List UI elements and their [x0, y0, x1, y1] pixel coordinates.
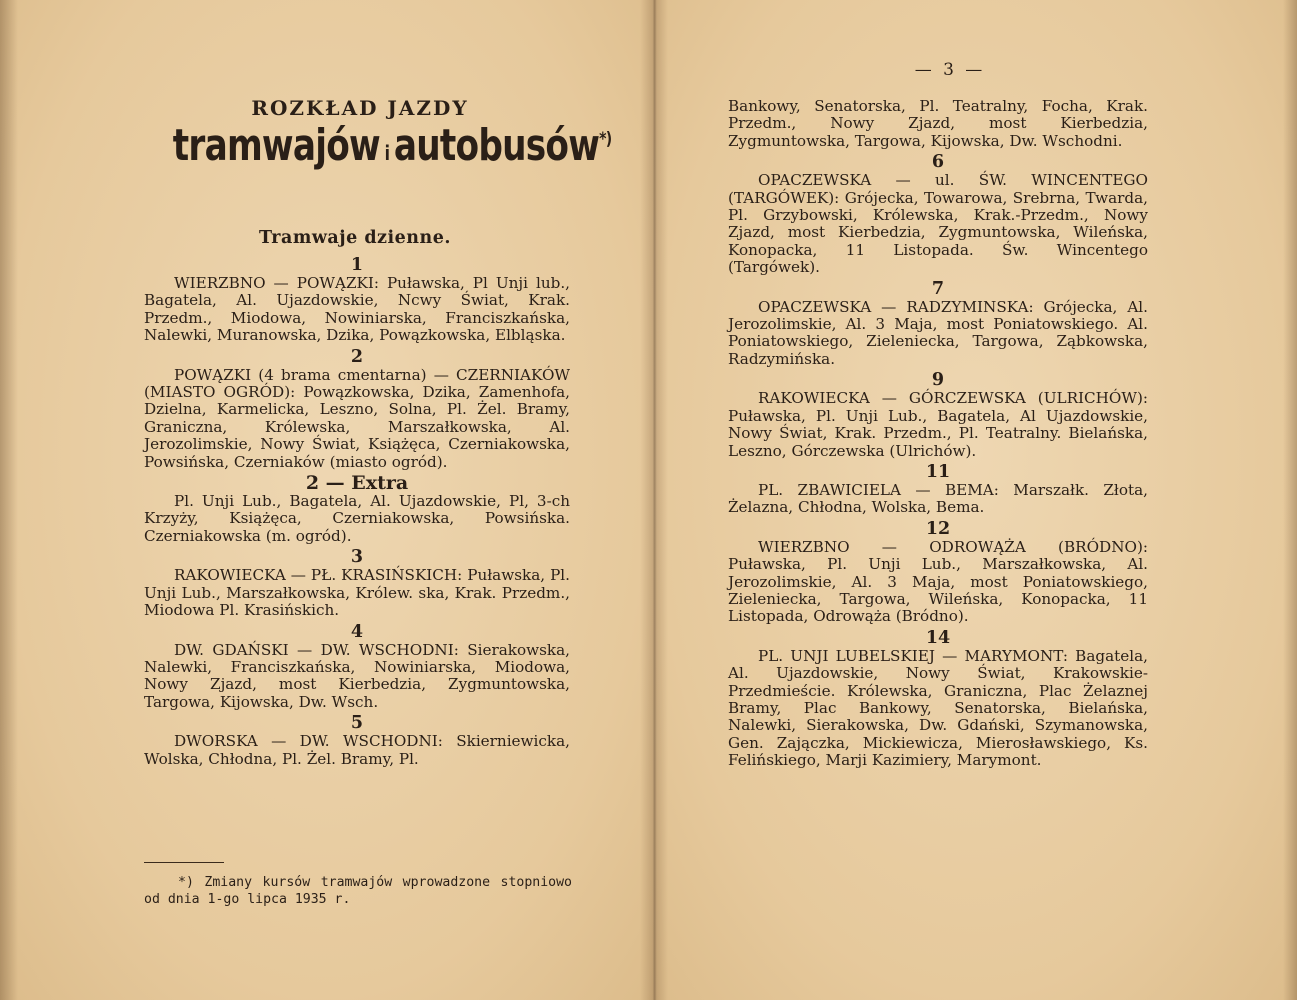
route-description: OPACZEWSKA — RADZYMINSKA: Grójecka, Al. Jerozolimskie, Al. 3 Maja, most Poniatowskiego. Al. Poniatowskiego, Zieleniecka, Targowa, Ząbkowska, Radzymińska. — [728, 297, 1148, 368]
title-word-buses: autobusów — [393, 120, 600, 171]
page-number: — 3 — — [914, 60, 986, 80]
route-number: 2 — Extra — [305, 472, 409, 495]
title-small: ROZKŁAD JAZDY — [251, 96, 469, 120]
route-number: 9 — [931, 370, 945, 391]
route-description: WIERZBNO — ODROWĄŻA (BRÓDNO): Puławska, Pl. Unji Lub., Marszałkowska, Al. Jerozolimskie, Al. 3 Maja, most Poniatowskiego, Zieleniecka, Targowa, Wileńska, Konopacka, 11 Listopada, Odrowąża (Bródno). — [728, 537, 1148, 626]
route-number: 3 — [350, 547, 364, 568]
page-edge-shadow — [0, 0, 18, 1000]
route-description: PL. UNJI LUBELSKIEJ — MARYMONT: Bagatela, Al. Ujazdowskie, Nowy Świat, Krakowskie-Przedmieście. Królewska, Graniczna, Plac Żelaznej Bramy, Plac Bankowy, Senatorska, Bielańska, Nalewki, Sierakowska, Dw. Gdański, Szymanowska, Gen. Zajączka, Mickiewicza, Mierosławskiego, Ks. Felińskiego, Marji Kazimiery, Marymont. — [728, 646, 1148, 770]
section-heading: Tramwaje dzienne. — [259, 228, 451, 248]
right-route-column — [728, 98, 1148, 773]
route-number: 1 — [350, 255, 364, 275]
left-route-column — [144, 256, 570, 771]
route-description: Pl. Unji Lub., Bagatela, Al. Ujazdowskie, Pl, 3-ch Krzyży, Książęca, Czerniakowska, Powsińska. Czerniakowska (m. ogród). — [144, 492, 570, 545]
route-description: DWORSKA — DW. WSCHODNI: Skierniewicka, Wolska, Chłodna, Pl. Żel. Bramy, Pl. — [144, 732, 570, 768]
route-number: 12 — [925, 518, 951, 539]
route-description: OPACZEWSKA — ul. ŚW. WINCENTEGO (TARGÓWEK): Grójecka, Towarowa, Srebrna, Twarda, Pl. Grzybowski, Królewska, Krak.-Przedm., Nowy Zjazd, most Kierbedzia, Zygmuntowska, Wileńska, Konopacka, 11 Listopada. Św. Wincentego (Targówek). — [728, 171, 1148, 277]
page-edge-shadow — [1283, 0, 1297, 1000]
route-number: 6 — [931, 152, 945, 173]
route-description: RAKOWIECKA — GÓRCZEWSKA (ULRICHÓW): Puławska, Pl. Unji Lub., Bagatela, Al Ujazdowskie, Nowy Świat, Krak. Przedm., Pl. Teatralny. Bielańska, Leszno, Górczewska (Ulrichów). — [728, 389, 1148, 460]
route-number: 7 — [931, 278, 945, 299]
route-number: 4 — [350, 621, 364, 642]
route-number: 14 — [925, 627, 951, 648]
route-description: PL. ZBAWICIELA — BEMA: Marszałk. Złota, Żelazna, Chłodna, Wolska, Bema. — [728, 480, 1148, 517]
route-description: RAKOWIECKA — PŁ. KRASIŃSKICH: Puławska, Pl. Unji Lub., Marszałkowska, Królew. ska, Krak. Przedm., Miodowa Pl. Krasińskich. — [144, 566, 570, 620]
route-description: DW. GDAŃSKI — DW. WSCHODNI: Sierakowska, Nalewki, Franciszkańska, Nowiniarska, Miodowa, Nowy Zjazd, most Kierbedzia, Zygmuntowska, Targowa, Kijowska, Dw. Wsch. — [144, 640, 570, 711]
route-continuation: Bankowy, Senatorska, Pl. Teatralny, Focha, Krak. Przedm., Nowy Zjazd, most Kierbedzia, Zygmuntowska, Targowa, Kijowska, Dw. Wschodni. — [728, 97, 1148, 150]
route-number: 2 — [350, 346, 364, 367]
title-conjunction: i — [384, 141, 390, 165]
route-number: 5 — [350, 713, 364, 734]
route-number: 11 — [925, 461, 951, 482]
footnote: *) Zmiany kursów tramwajów wprowadzone stopniowo od dnia 1-go lipca 1935 r. — [144, 875, 572, 907]
title-word-trams: tramwajów — [172, 120, 380, 171]
title-big — [172, 120, 612, 171]
route-description: POWĄZKI (4 brama cmentarna) — CZERNIAKÓW (MIASTO OGRÓD): Powązkowska, Dzika, Zamenhofa, Dzielna, Karmelicka, Leszno, Solna, Pl. Żel. Bramy, Graniczna, Królewska, Marszałkowska, Al. Jerozolimskie, Nowy Świat, Książęca, Czerniakowska, Powsińska, Czerniaków (miasto ogród). — [144, 365, 570, 471]
route-description: WIERZBNO — POWĄZKI: Puławska, Pl Unji lub., Bagatela, Al. Ujazdowskie, Ncwy Świat, Krak. Przedm., Miodowa, Nowiniarska, Franciszkańska, Nalewki, Muranowska, Dzika, Powązkowska, Elbląska. — [144, 274, 570, 345]
title-footnote-mark: *) — [599, 128, 612, 150]
footnote-divider — [144, 862, 224, 863]
